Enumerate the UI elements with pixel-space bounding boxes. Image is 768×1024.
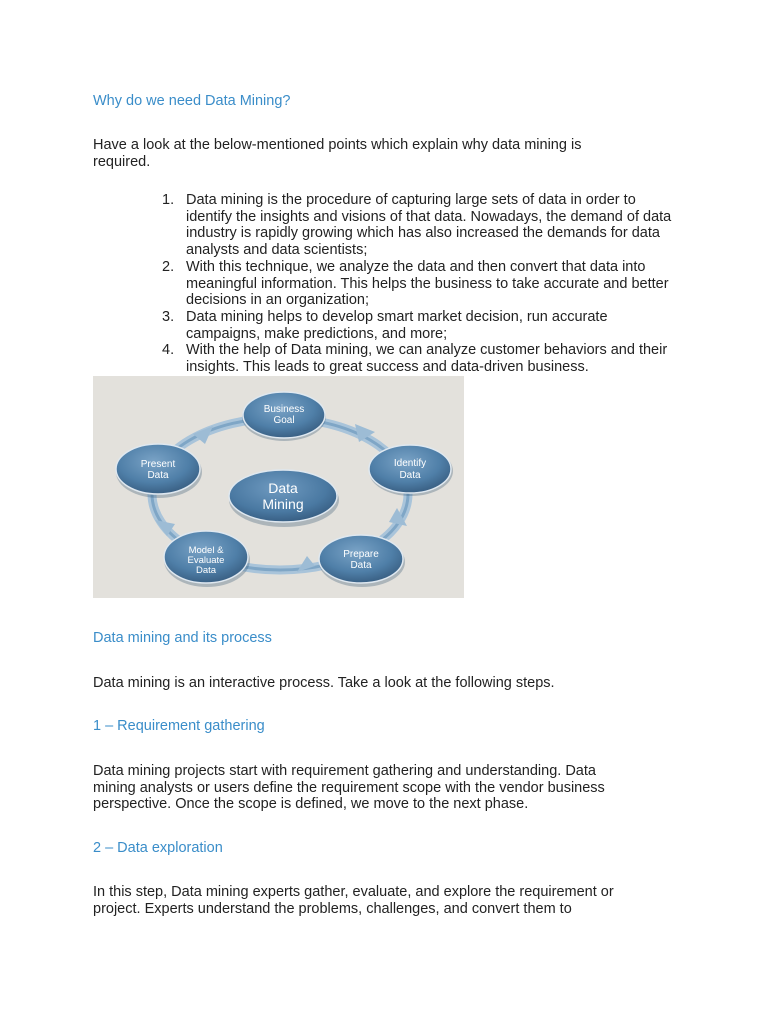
data-mining-cycle-diagram xyxy=(93,376,464,598)
node-label: Identify xyxy=(393,458,427,469)
node-label: Prepare xyxy=(343,549,379,560)
center-label: Data xyxy=(268,480,298,496)
section-heading-why: Why do we need Data Mining? xyxy=(93,93,291,109)
step-heading-data-exploration: 2 – Data exploration xyxy=(93,840,223,856)
requirement-gathering-paragraph: Data mining projects start with requirement gathering and understanding. Data mining analysts or users define the requirement scope with the vendor business perspective. Once the scope is defined, we move to the next phase. xyxy=(93,763,605,813)
list-number: 2. xyxy=(162,258,175,275)
node-label: Data xyxy=(195,565,217,576)
list-item xyxy=(162,192,677,259)
node-label: Model & xyxy=(188,545,224,556)
node-model-evaluate-data xyxy=(164,531,250,587)
node-label: Data xyxy=(147,470,169,481)
list-item xyxy=(162,342,677,375)
node-center-data-mining xyxy=(229,470,339,527)
list-item-text: Data mining is the procedure of capturing large sets of data in order to identify the insights and visions of that data. Nowadays, the demand of data industry is rapidly growing which has also increased the demands for data analysts and data scientists; xyxy=(186,192,672,259)
list-number: 4. xyxy=(162,342,175,359)
list-number: 3. xyxy=(162,308,175,325)
section-heading-process: Data mining and its process xyxy=(93,630,272,646)
list-number: 1. xyxy=(162,192,175,208)
node-label: Business xyxy=(263,404,305,415)
node-identify-data xyxy=(369,445,453,496)
step-heading-requirement-gathering: 1 – Requirement gathering xyxy=(93,718,265,734)
node-label: Data xyxy=(399,470,421,481)
list-item-text: With this technique, we analyze the data and then convert that data into meaningful information. This helps the business to take accurate and better decisions in an organization; xyxy=(186,258,669,309)
process-intro-paragraph: Data mining is an interactive process. Take a look at the following steps. xyxy=(93,675,555,691)
list-item-text: Data mining helps to develop smart market decision, run accurate campaigns, make predictions, and more; xyxy=(186,308,608,342)
node-business-goal xyxy=(242,392,326,441)
center-label: Mining xyxy=(262,496,304,512)
node-prepare-data xyxy=(319,535,405,587)
reasons-list xyxy=(162,192,677,376)
list-item xyxy=(162,309,677,342)
list-item xyxy=(162,259,677,309)
node-label: Data xyxy=(350,560,372,571)
node-label: Goal xyxy=(273,415,295,426)
node-label: Evaluate xyxy=(187,555,225,566)
data-exploration-paragraph: In this step, Data mining experts gather, evaluate, and explore the requirement or project. Experts understand the problems, challenges, and convert them to xyxy=(93,884,614,917)
intro-paragraph: Have a look at the below-mentioned points which explain why data mining is required. xyxy=(93,137,582,170)
node-present-data xyxy=(116,444,202,498)
list-item-text: With the help of Data mining, we can analyze customer behaviors and their insights. This leads to great success and data-driven business. xyxy=(186,342,668,376)
node-label: Present xyxy=(140,459,176,470)
